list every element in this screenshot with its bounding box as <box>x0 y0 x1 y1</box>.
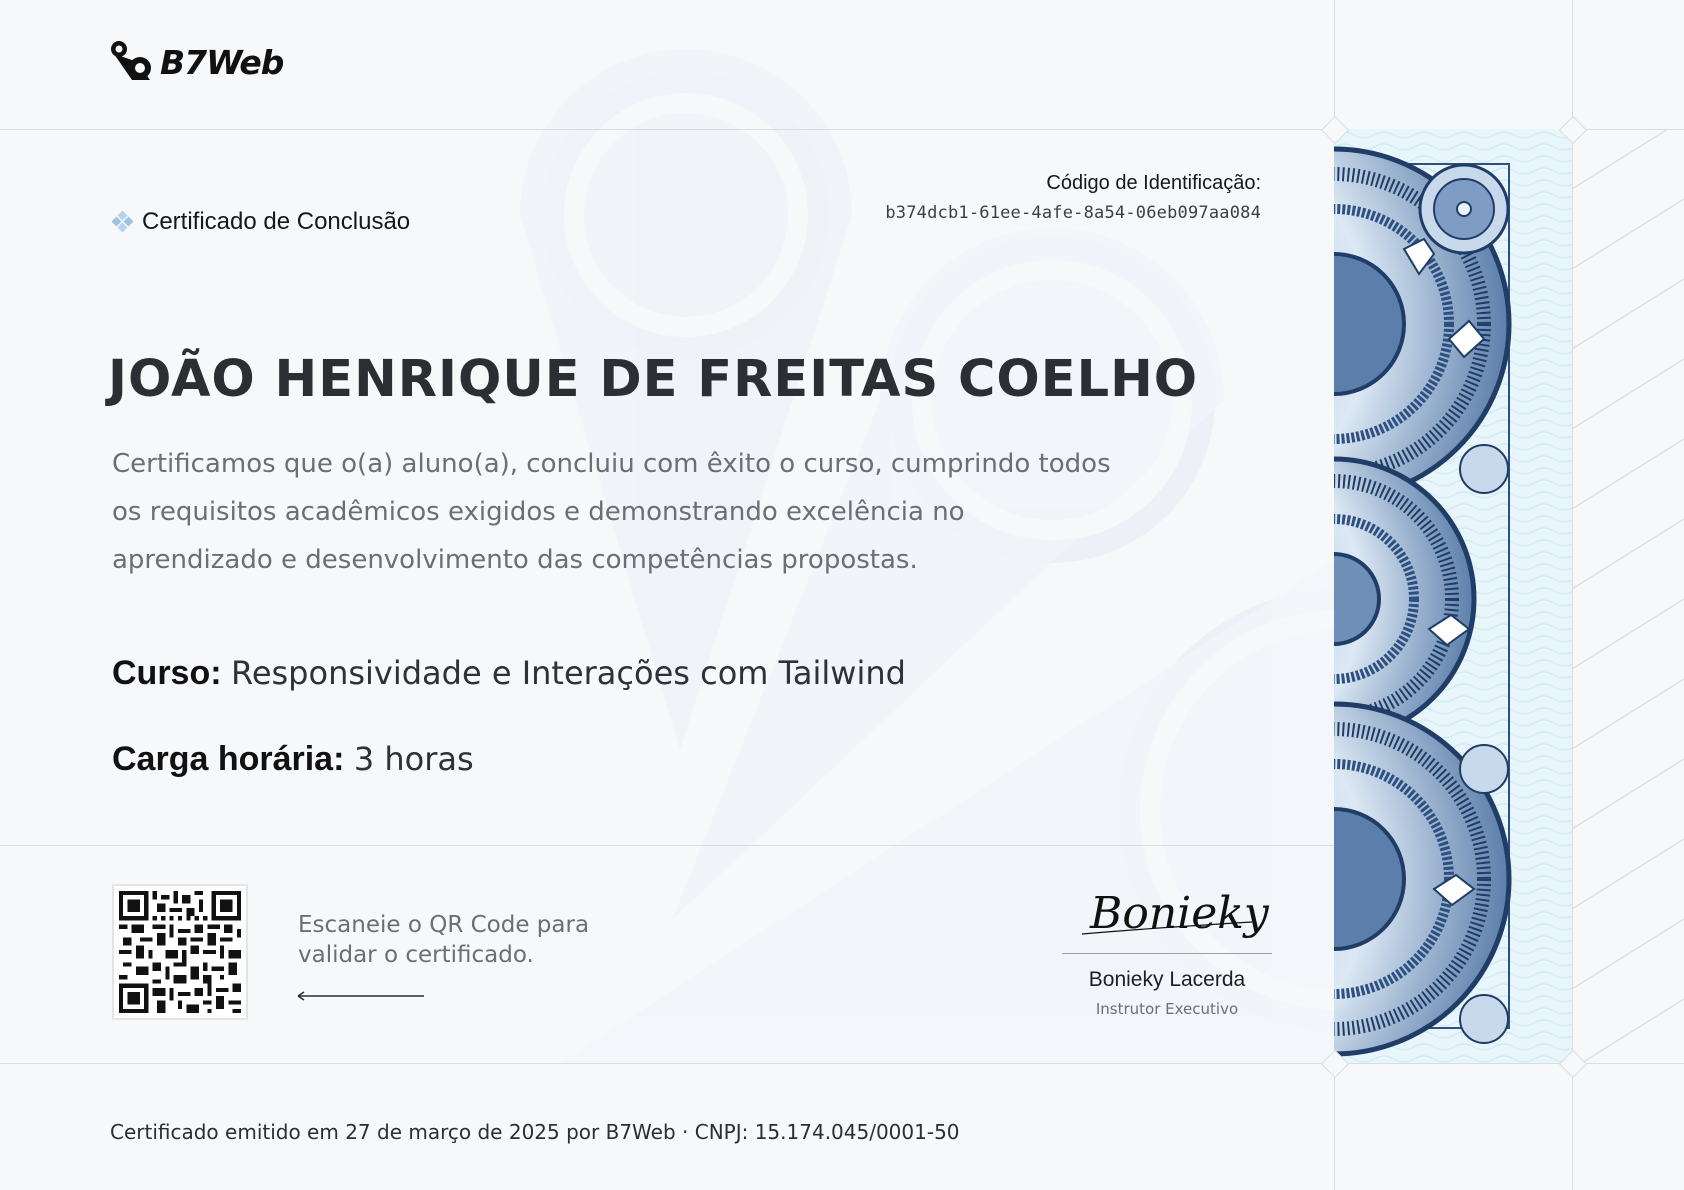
signer-role: Instrutor Executivo <box>1095 1000 1239 1018</box>
identification-block <box>885 172 1261 223</box>
student-name: JOÃO HENRIQUE DE FREITAS COELHO <box>108 350 1199 409</box>
course-label: Curso: <box>112 654 222 692</box>
svg-text:Bonieky: Bonieky <box>1090 888 1269 939</box>
decorative-hatch-pattern <box>1572 129 1684 1063</box>
brand-name: B7Web <box>160 42 284 82</box>
signer-name: Bonieky Lacerda <box>1088 968 1246 991</box>
identification-label: Código de Identificação: <box>1046 172 1261 194</box>
workload-value: 3 horas <box>353 740 474 778</box>
issuance-footer: Certificado emitido em 27 de março de 2025 por B7Web · CNPJ: 15.174.045/0001-50 <box>110 1120 960 1144</box>
certificate-type <box>112 208 410 236</box>
course-line <box>112 654 906 693</box>
b7web-logo-icon <box>110 40 158 84</box>
brand-logo <box>110 40 283 84</box>
certificate-type-label: Certificado de Conclusão <box>142 208 411 235</box>
workload-label: Carga horária: <box>112 740 345 778</box>
signature-block <box>1062 884 1272 1018</box>
qr-code[interactable] <box>112 884 248 1020</box>
footer-divider <box>0 1063 1684 1064</box>
identification-code[interactable]: b374dcb1-61ee-4afe-8a54-06eb097aa084 <box>885 203 1261 223</box>
sparkle-diamond-icon <box>112 211 134 233</box>
handwritten-signature <box>1062 884 1272 946</box>
qr-instruction-text: Escaneie o QR Code para validar o certificado. <box>298 912 590 968</box>
qr-instruction <box>298 910 598 970</box>
qr-code-icon <box>119 891 241 1013</box>
workload-line <box>112 740 474 779</box>
arrow-left-icon <box>296 990 426 1002</box>
signature-line <box>1062 953 1272 954</box>
footer-section-divider <box>0 845 1334 846</box>
certificate-description: Certificamos que o(a) aluno(a), concluiu com êxito o curso, cumprindo todos os requisitos acadêmicos exigidos e demonstrando excelência no aprendizado e desenvolvimento das competências propostas. <box>112 449 1111 575</box>
course-value: Responsividade e Interações com Tailwind <box>231 654 906 692</box>
decorative-ornament-panel <box>1334 129 1572 1063</box>
